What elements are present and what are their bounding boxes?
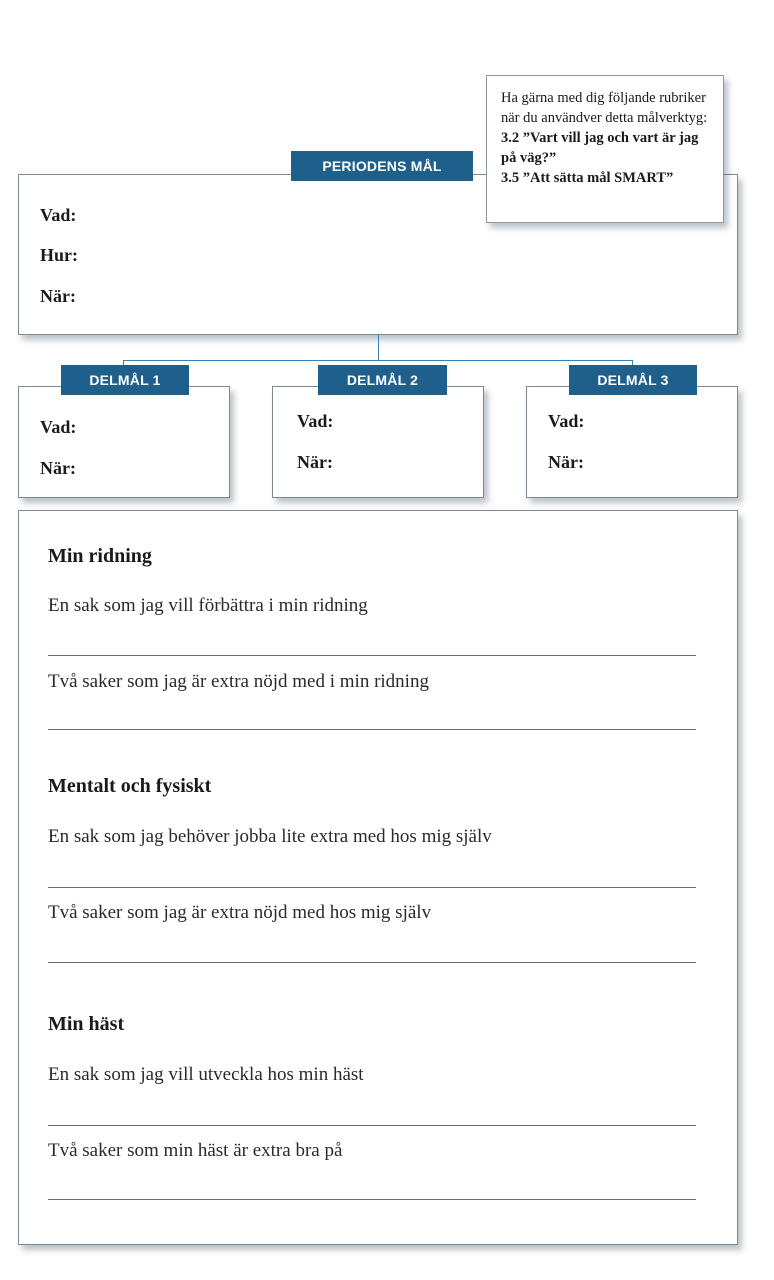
answer-line[interactable] [48,962,696,963]
tip-ref-2: 3.5 ”Att sätta mål SMART” [501,170,674,186]
subgoal-1-vad: Vad: [40,417,77,437]
goal-nar-label: När: [40,286,76,306]
subgoal-tag-2: DELMÅL 2 [318,365,447,395]
subgoal-box-2 [272,386,484,498]
connector-horizontal [123,360,633,361]
subgoal-2-nar: När: [297,452,333,472]
prompt-horse-develop: En sak som jag vill utveckla hos min häst [48,1064,364,1085]
prompt-horse-good: Två saker som min häst är extra bra på [48,1140,343,1161]
answer-line[interactable] [48,655,696,656]
answer-line[interactable] [48,1199,696,1200]
reflection-panel [18,510,738,1245]
subgoal-tag-1: DELMÅL 1 [61,365,189,395]
prompt-mental-pleased: Två saker som jag är extra nöjd med hos mig själv [48,902,432,923]
goal-vad-label: Vad: [40,205,77,225]
prompt-riding-pleased: Två saker som jag är extra nöjd med i min ridning [48,671,429,692]
subgoal-2-vad: Vad: [297,411,334,431]
goal-hur-label: Hur: [40,245,78,265]
section-title-riding: Min ridning [48,545,152,567]
subgoal-box-1 [18,386,230,498]
prompt-mental-work: En sak som jag behöver jobba lite extra med hos mig själv [48,826,492,847]
subgoal-1-nar: När: [40,458,76,478]
tip-ref-1: 3.2 ”Vart vill jag och vart är jag på väg?” [501,130,699,166]
subgoal-tag-3: DELMÅL 3 [569,365,697,395]
subgoal-3-vad: Vad: [548,411,585,431]
subgoal-3-nar: När: [548,452,584,472]
prompt-riding-improve: En sak som jag vill förbättra i min ridning [48,595,368,616]
tip-note [486,75,724,223]
answer-line[interactable] [48,887,696,888]
answer-line[interactable] [48,1125,696,1126]
tip-intro: Ha gärna med dig följande rubriker när du användver detta målverktyg: [501,90,708,126]
answer-line[interactable] [48,729,696,730]
connector-vertical [378,335,379,360]
goal-tag: PERIODENS MÅL [291,151,473,181]
section-title-mental: Mentalt och fysiskt [48,775,212,797]
section-title-horse: Min häst [48,1013,125,1035]
subgoal-box-3 [526,386,738,498]
